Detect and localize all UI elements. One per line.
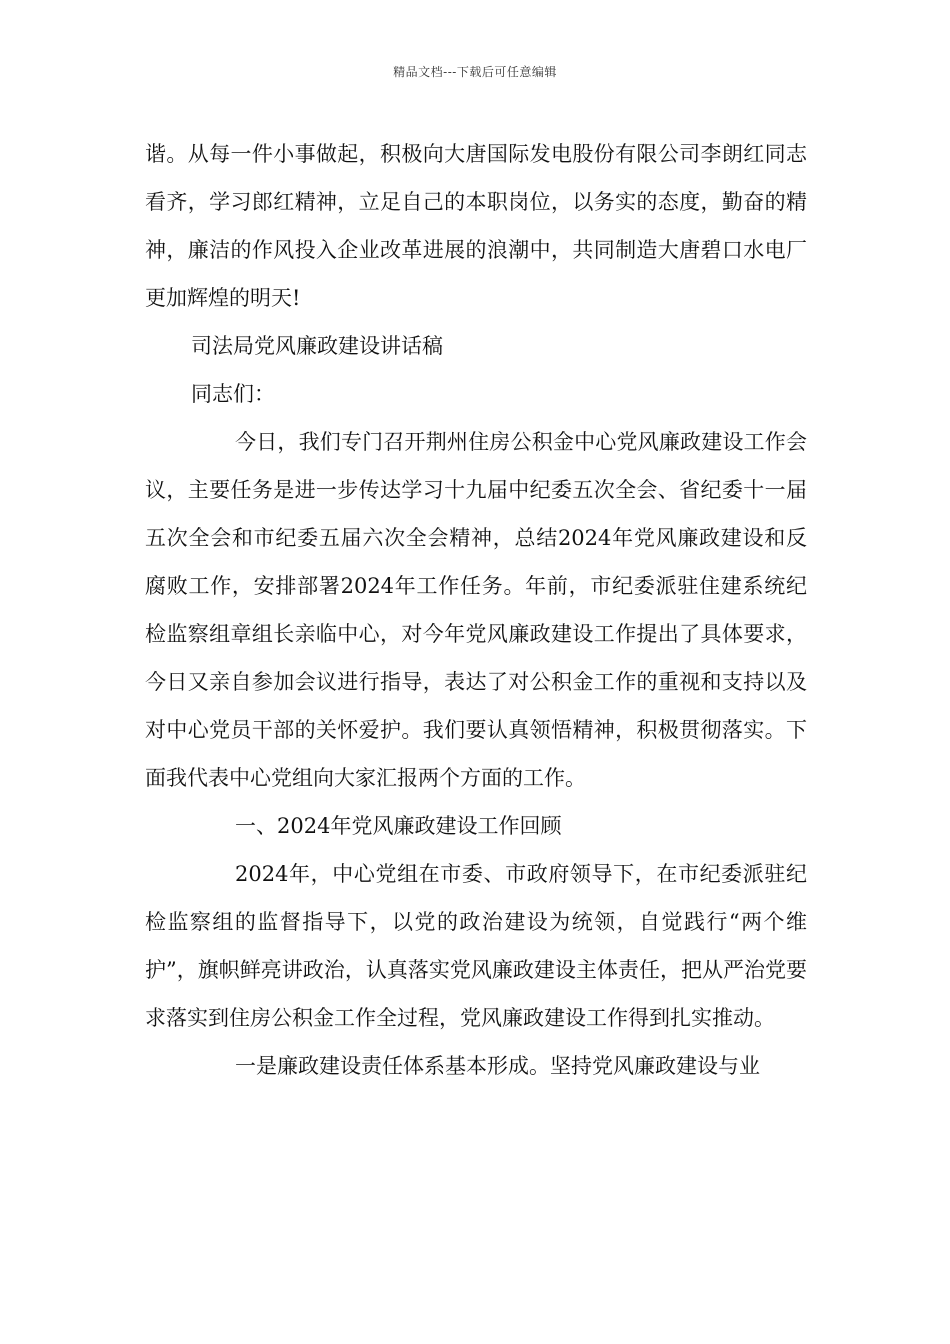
speech-title: 司法局党风廉政建设讲话稿 xyxy=(191,334,443,358)
section-heading: 一、2024年党风廉政建设工作回顾 xyxy=(235,814,562,838)
opening-paragraph: 今日，我们专门召开荆州住房公积金中心党风廉政建设工作会议，主要任务是进一步传达学习十九届中纪委五次全会、省纪委十一届五次全会和市纪委五届六次全会精神，总结2024年党风廉政建设和反腐败工作，安排部署2024年工作任务。年前，市纪委派驻住建系统纪检监察组章组长亲临中心，对今年党风廉政建设工作提出了具体要求，今日又亲自参加会议进行指导，表达了对公积金工作的重视和支持以及对中心党员干部的关怀爱护。我们要认真领悟精神，积极贯彻落实。下面我代表中心党组向大家汇报两个方面的工作。 xyxy=(145,430,807,790)
salutation: 同志们： xyxy=(191,382,275,406)
point-one-paragraph: 一是廉政建设责任体系基本形成。坚持党风廉政建设与业 xyxy=(235,1054,760,1078)
document-header-note: 精品文档---下载后可任意编辑 xyxy=(393,65,557,79)
document-body xyxy=(145,130,807,1090)
review-paragraph: 2024年，中心党组在市委、市政府领导下，在市纪委派驻纪检监察组的监督指导下，以党的政治建设为统领，自觉践行“两个维护”，旗帜鲜亮讲政治，认真落实党风廉政建设主体责任，把从严治党要求落实到住房公积金工作全过程，党风廉政建设工作得到扎实推动。 xyxy=(145,862,807,1030)
paragraph-continuation: 谐。从每一件小事做起，积极向大唐国际发电股份有限公司李朗红同志看齐，学习郎红精神，立足自己的本职岗位，以务实的态度，勤奋的精神，廉洁的作风投入企业改革进展的浪潮中，共同制造大唐碧口水电厂更加辉煌的明天! xyxy=(145,142,807,310)
